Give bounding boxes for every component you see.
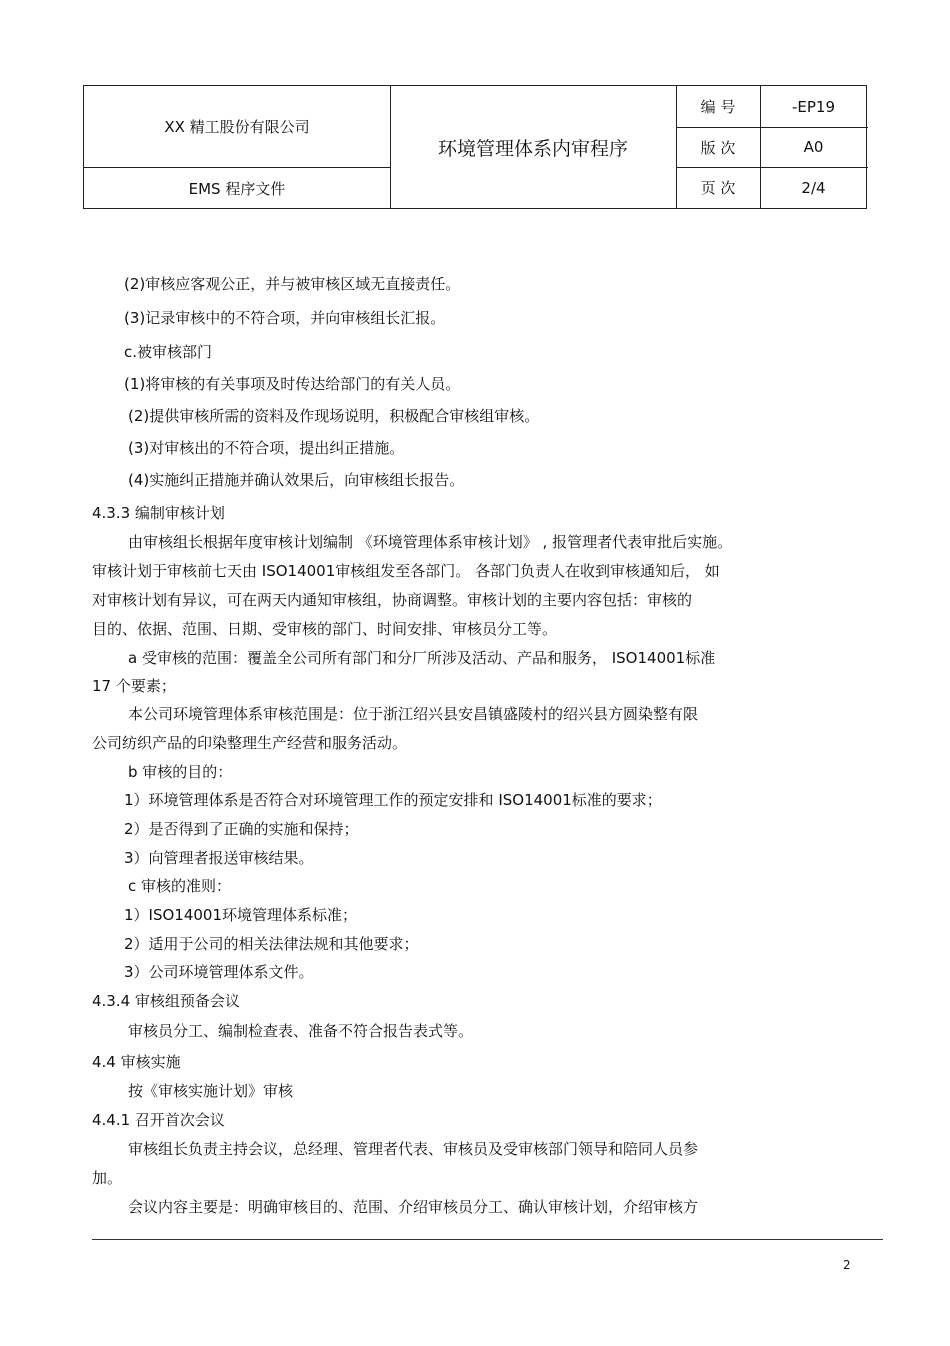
page-label: 页 次 bbox=[700, 179, 736, 197]
text-line: 1）环境管理体系是否符合对环境管理工作的预定安排和 ISO14001标准的要求； bbox=[124, 791, 662, 809]
document-title: 环境管理体系内审程序 bbox=[437, 137, 628, 160]
text-line: 由审核组长根据年度审核计划编制 《环境管理体系审核计划》 , 报管理者代表审批后实施。 bbox=[128, 533, 733, 551]
document-type: EMS 程序文件 bbox=[188, 179, 286, 198]
footer-rule bbox=[92, 1239, 883, 1240]
text-line: 公司纺织产品的印染整理生产经营和服务活动。 bbox=[92, 734, 408, 752]
number-label: 编 号 bbox=[700, 98, 736, 116]
text-line: 加。 bbox=[92, 1169, 123, 1187]
text-line: (2)审核应客观公正，并与被审核区域无直接责任。 bbox=[124, 275, 461, 293]
text-line: 2）是否得到了正确的实施和保持； bbox=[124, 820, 359, 838]
company-name: XX 精工股份有限公司 bbox=[164, 118, 310, 136]
section-heading: 4.3.3 编制审核计划 bbox=[92, 504, 225, 522]
text-line: a 受审核的范围：覆盖全公司所有部门和分厂所涉及活动、产品和服务， ISO14001标准 bbox=[128, 649, 716, 667]
text-line: 对审核计划有异议，可在两天内通知审核组，协商调整。审核计划的主要内容包括：审核的 bbox=[92, 591, 693, 609]
text-line: (3)记录审核中的不符合项，并向审核组长汇报。 bbox=[124, 309, 446, 327]
section-heading: 4.3.4 审核组预备会议 bbox=[92, 992, 240, 1010]
section-heading: 4.4.1 召开首次会议 bbox=[92, 1111, 225, 1129]
page-value: 2/4 bbox=[801, 178, 826, 197]
text-line: 3）向管理者报送审核结果。 bbox=[124, 849, 314, 867]
text-line: 按《审核实施计划》审核 bbox=[128, 1082, 294, 1100]
version-value: A0 bbox=[803, 138, 824, 156]
version-label: 版 次 bbox=[700, 138, 736, 157]
text-line: 1）ISO14001环境管理体系标准； bbox=[124, 906, 358, 924]
text-line: 3）公司环境管理体系文件。 bbox=[124, 963, 314, 981]
text-line: 2）适用于公司的相关法律法规和其他要求； bbox=[124, 935, 419, 953]
document-header-table bbox=[83, 85, 867, 209]
text-line: (4)实施纠正措施并确认效果后，向审核组长报告。 bbox=[128, 471, 465, 489]
text-line: c.被审核部门 bbox=[124, 343, 213, 361]
text-line: 目的、依据、范围、日期、受审核的部门、时间安排、审核员分工等。 bbox=[92, 620, 558, 638]
text-line: 审核计划于审核前七天由 ISO14001审核组发至各部门。 各部门负责人在收到审核通知后， 如 bbox=[92, 562, 720, 580]
text-line: (3)对审核出的不符合项，提出纠正措施。 bbox=[128, 439, 405, 457]
text-line: 审核员分工、编制检查表、准备不符合报告表式等。 bbox=[128, 1022, 474, 1040]
text-line: c 审核的准则： bbox=[128, 877, 232, 895]
text-line: 本公司环境管理体系审核范围是：位于浙江绍兴县安昌镇盛陵村的绍兴县方圆染整有限 bbox=[128, 705, 699, 723]
text-line: b 审核的目的： bbox=[128, 763, 233, 781]
text-line: 会议内容主要是：明确审核目的、范围、介绍审核员分工、确认审核计划，介绍审核方 bbox=[128, 1198, 699, 1216]
text-line: (2)提供审核所需的资料及作现场说明，积极配合审核组审核。 bbox=[128, 407, 540, 425]
number-value: -EP19 bbox=[791, 97, 836, 116]
text-line: 17 个要素； bbox=[92, 677, 176, 695]
text-line: 审核组长负责主持会议，总经理、管理者代表、审核员及受审核部门领导和陪同人员参 bbox=[128, 1140, 699, 1158]
section-heading: 4.4 审核实施 bbox=[92, 1053, 181, 1071]
page-number: 2 bbox=[843, 1258, 851, 1272]
text-line: (1)将审核的有关事项及时传达给部门的有关人员。 bbox=[124, 375, 461, 393]
